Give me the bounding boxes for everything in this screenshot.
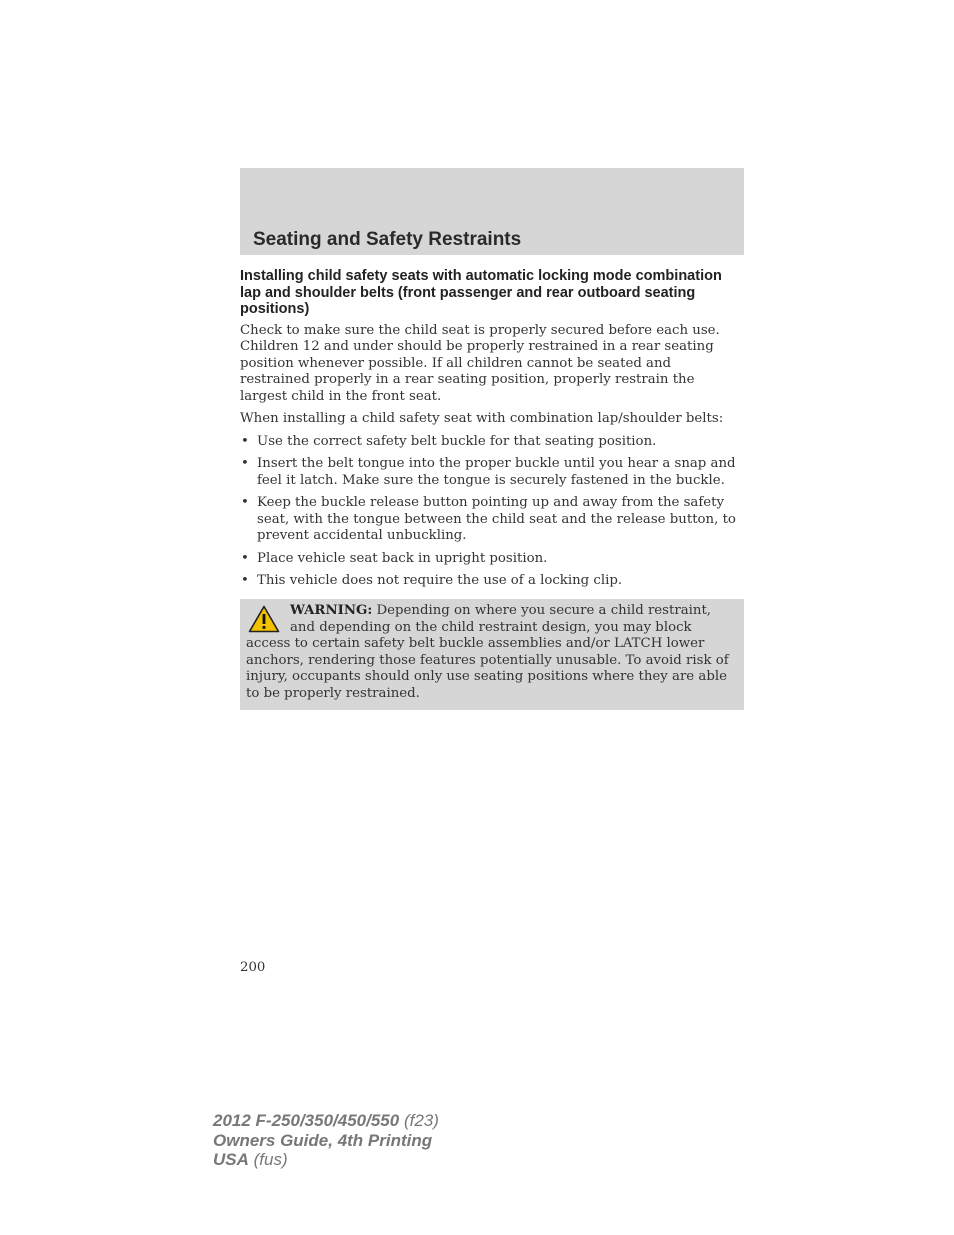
bullet-text: Keep the buckle release button pointing up and away from the safety seat, with the tongue between the child seat and the release button, to prevent accidental unbuckling. [257, 495, 736, 543]
footer-model-line [213, 1111, 439, 1131]
bullet-text: Use the correct safety belt buckle for that seating position. [257, 433, 657, 449]
footer-guide-line: Owners Guide, 4th Printing [213, 1130, 433, 1150]
bullet-item [240, 434, 744, 451]
bullet-symbol: • [241, 573, 249, 588]
footer-model: 2012 F-250/350/450/550 [213, 1111, 400, 1130]
section-heading: Installing child safety seats with automatic locking mode combination lap and shoulder belts (front passenger and rear outboard seating positions) [240, 268, 722, 317]
bullet-list [240, 434, 744, 590]
document-footer [213, 1111, 439, 1170]
warning-box [240, 599, 744, 710]
warning-label: WARNING: [290, 603, 373, 618]
section-header-title: Seating and Safety Restraints [253, 229, 522, 250]
bullet-text: Place vehicle seat back in upright position. [257, 550, 548, 566]
bullet-symbol: • [241, 433, 249, 449]
bullet-symbol: • [241, 550, 249, 566]
warning-text [246, 603, 738, 702]
footer-market-line [213, 1150, 439, 1170]
bullet-item [240, 573, 744, 590]
body-paragraph: Check to make sure the child seat is properly secured before each use. Children 12 and under should be properly restrained in a rear seating position whenever possible. If all children cannot be seated and restrained properly in a rear seating position, properly restrain the largest child in the front seat. [240, 322, 720, 404]
bullet-symbol: • [241, 495, 249, 510]
bullet-text: Insert the belt tongue into the proper buckle until you hear a snap and feel it latch. Make sure the tongue is securely fastened in the buckle. [257, 456, 736, 488]
main-content [240, 268, 744, 596]
bullet-symbol: • [241, 456, 249, 471]
bullet-item [240, 551, 744, 568]
warning-body: Depending on where you secure a child restraint, and depending on the child restraint design, you may block access to certain safety belt buckle assemblies and/or LATCH lower anchors, rendering those features potentially unusable. To avoid risk of injury, occupants should only use seating positions where they are able to be properly restrained. [246, 603, 729, 701]
bullet-item [240, 495, 744, 545]
bullet-item [240, 456, 744, 489]
bullet-text: This vehicle does not require the use of a locking clip. [257, 573, 623, 588]
section-header-band [240, 168, 744, 255]
warning-triangle-icon [248, 605, 280, 633]
footer-model-code: (f23) [399, 1111, 439, 1130]
page-number: 200 [240, 960, 266, 975]
body-paragraph: When installing a child safety seat with combination lap/shoulder belts: [240, 411, 724, 426]
footer-market: USA [213, 1150, 249, 1169]
footer-market-code: (fus) [248, 1150, 288, 1169]
